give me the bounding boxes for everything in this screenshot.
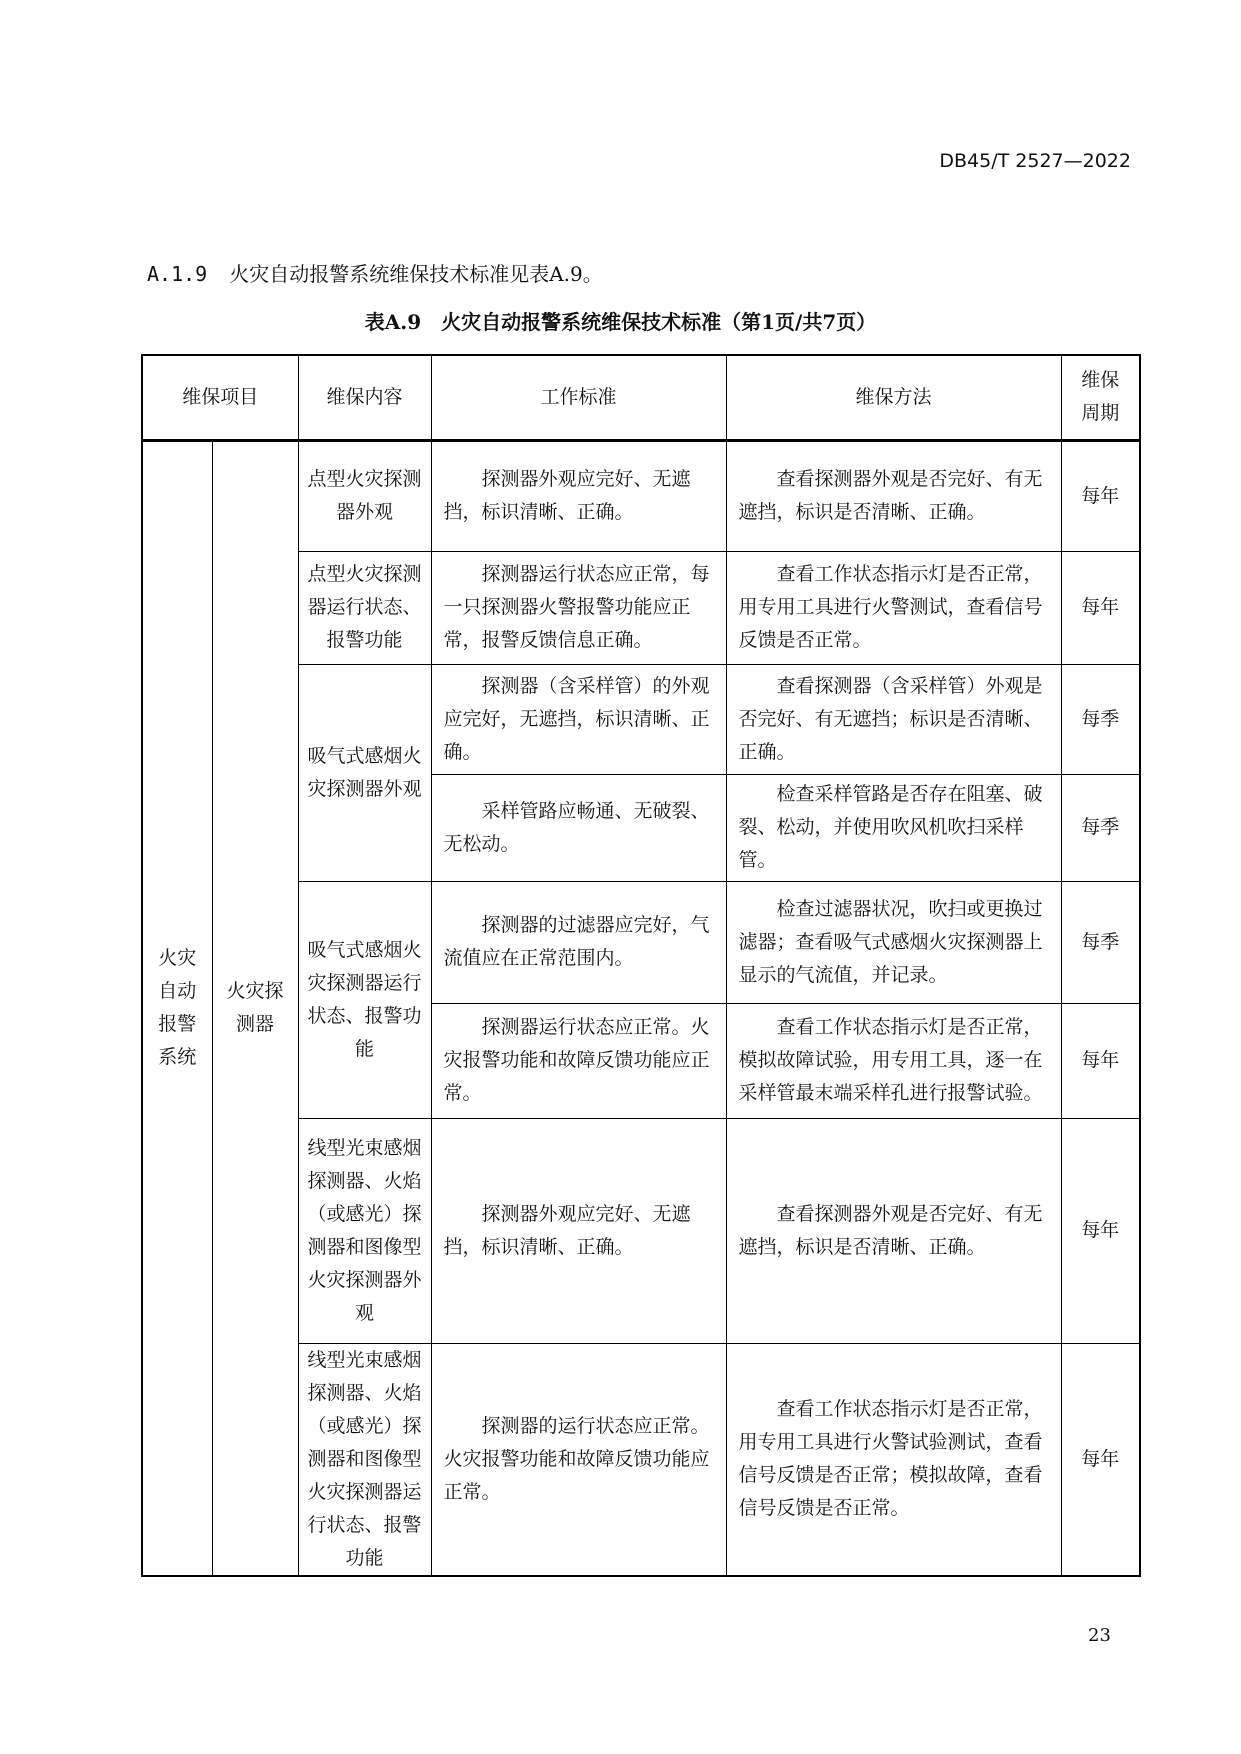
- cycle-cell: 每年: [1061, 1343, 1140, 1576]
- header-standard: 工作标准: [431, 355, 726, 440]
- standard-cell: 探测器（含采样管）的外观应完好，无遮挡，标识清晰、正确。: [431, 664, 726, 774]
- content-cell: 吸气式感烟火灾探测器外观: [298, 664, 431, 881]
- table-title: 火灾自动报警系统维保技术标准（第1页/共7页）: [441, 310, 877, 334]
- method-cell: 查看探测器外观是否完好、有无遮挡，标识是否清晰、正确。: [726, 440, 1061, 551]
- document-code: DB45/T 2527—2022: [939, 150, 1131, 172]
- standard-cell: 探测器的运行状态应正常。火灾报警功能和故障反馈功能应正常。: [431, 1343, 726, 1576]
- header-item: 维保项目: [142, 355, 298, 440]
- table-header-row: [142, 355, 1140, 440]
- clause-text: 火灾自动报警系统维保技术标准见表A.9。: [229, 262, 603, 286]
- method-cell: 查看探测器外观是否完好、有无遮挡，标识是否清晰、正确。: [726, 1118, 1061, 1343]
- cycle-cell: 每季: [1061, 774, 1140, 881]
- standard-cell: 探测器外观应完好、无遮挡，标识清晰、正确。: [431, 1118, 726, 1343]
- standard-cell: 探测器的过滤器应完好，气流值应在正常范围内。: [431, 881, 726, 1003]
- cycle-cell: 每年: [1061, 1118, 1140, 1343]
- standard-cell: 采样管路应畅通、无破裂、无松动。: [431, 774, 726, 881]
- standard-cell: 探测器外观应完好、无遮挡，标识清晰、正确。: [431, 440, 726, 551]
- cycle-cell: 每年: [1061, 1003, 1140, 1118]
- clause-paragraph: [147, 258, 603, 287]
- standard-cell: 探测器运行状态应正常。火灾报警功能和故障反馈功能应正常。: [431, 1003, 726, 1118]
- cycle-cell: 每季: [1061, 881, 1140, 1003]
- item-level2: 火灾探测器: [212, 440, 298, 1576]
- page-number: 23: [1088, 1625, 1111, 1646]
- item-level1: 火灾自动报警系统: [142, 440, 212, 1576]
- content-cell: 线型光束感烟探测器、火焰（或感光）探测器和图像型火灾探测器外观: [298, 1118, 431, 1343]
- header-method: 维保方法: [726, 355, 1061, 440]
- content-cell: 吸气式感烟火灾探测器运行状态、报警功能: [298, 881, 431, 1118]
- method-cell: 检查过滤器状况，吹扫或更换过滤器；查看吸气式感烟火灾探测器上显示的气流值，并记录。: [726, 881, 1061, 1003]
- standard-cell: 探测器运行状态应正常，每一只探测器火警报警功能应正常，报警反馈信息正确。: [431, 551, 726, 664]
- method-cell: 查看工作状态指示灯是否正常，用专用工具进行火警试验测试，查看信号反馈是否正常；模拟故障，查看信号反馈是否正常。: [726, 1343, 1061, 1576]
- cycle-cell: 每年: [1061, 440, 1140, 551]
- method-cell: 查看工作状态指示灯是否正常，用专用工具进行火警测试，查看信号反馈是否正常。: [726, 551, 1061, 664]
- cycle-cell: 每季: [1061, 664, 1140, 774]
- table-caption: [0, 306, 1241, 335]
- clause-number: A.1.9: [147, 262, 208, 286]
- method-cell: 检查采样管路是否存在阻塞、破裂、松动，并使用吹风机吹扫采样管。: [726, 774, 1061, 881]
- content-cell: 线型光束感烟探测器、火焰（或感光）探测器和图像型火灾探测器运行状态、报警功能: [298, 1343, 431, 1576]
- content-cell: 点型火灾探测器运行状态、报警功能: [298, 551, 431, 664]
- method-cell: 查看工作状态指示灯是否正常，模拟故障试验，用专用工具，逐一在采样管最末端采样孔进行报警试验。: [726, 1003, 1061, 1118]
- header-cycle: 维保周期: [1061, 355, 1140, 440]
- method-cell: 查看探测器（含采样管）外观是否完好、有无遮挡；标识是否清晰、正确。: [726, 664, 1061, 774]
- cycle-cell: 每年: [1061, 551, 1140, 664]
- maintenance-standard-table: [141, 354, 1141, 1577]
- header-content: 维保内容: [298, 355, 431, 440]
- content-cell: 点型火灾探测器外观: [298, 440, 431, 551]
- table-row: [142, 440, 1140, 551]
- table-number: 表A.9: [364, 310, 422, 334]
